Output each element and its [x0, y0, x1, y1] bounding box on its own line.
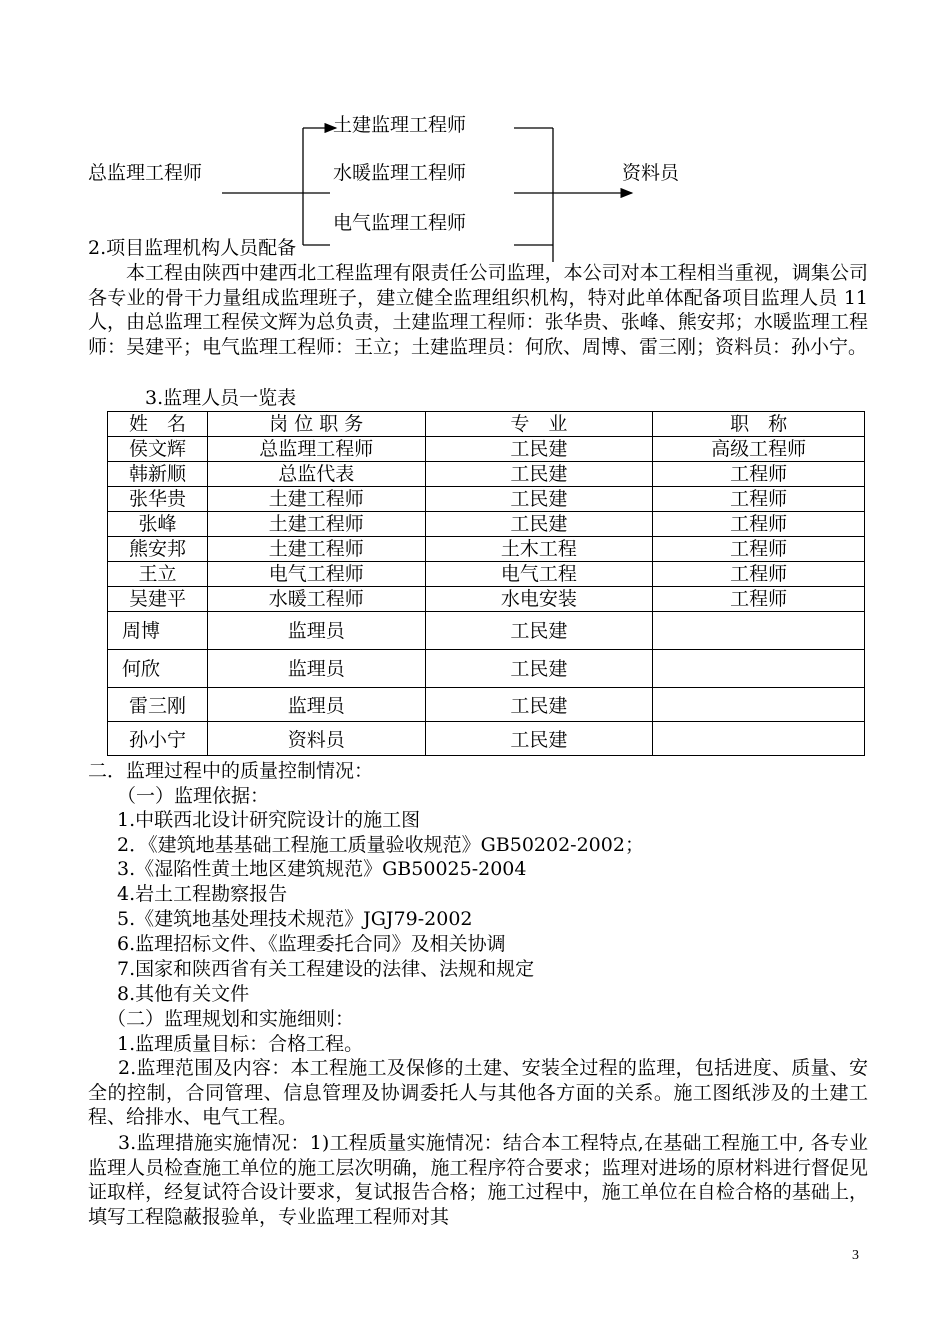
header-cell: 专 业	[425, 412, 653, 437]
staff-table	[107, 411, 865, 756]
org-hvac: 水暖监理工程师	[333, 162, 467, 184]
table-row	[108, 562, 865, 587]
table-row	[108, 612, 865, 650]
specialty-cell: 工民建	[425, 650, 653, 688]
name-cell: 周博	[108, 612, 208, 650]
subsection-heading: （一）监理依据：	[117, 785, 270, 807]
title-cell: 工程师	[653, 537, 865, 562]
name-cell: 侯文辉	[108, 437, 208, 462]
specialty-cell: 工民建	[425, 688, 653, 722]
specialty-cell: 工民建	[425, 437, 653, 462]
table-row	[108, 587, 865, 612]
specialty-cell: 土木工程	[425, 537, 653, 562]
basis-item: 6.监理招标文件、《监理委托合同》及相关协调	[117, 933, 506, 955]
page-number: 3	[852, 1248, 859, 1263]
name-cell: 孙小宁	[108, 722, 208, 756]
org-electrical: 电气监理工程师	[333, 212, 467, 234]
title-cell	[653, 612, 865, 650]
specialty-cell: 工民建	[425, 722, 653, 756]
table-row	[108, 688, 865, 722]
table-row	[108, 512, 865, 537]
org-civil: 土建监理工程师	[333, 114, 467, 136]
basis-item: 3.《湿陷性黄土地区建筑规范》GB50025-2004	[117, 858, 527, 880]
name-cell: 雷三刚	[108, 688, 208, 722]
name-cell: 张华贵	[108, 487, 208, 512]
title-cell: 工程师	[653, 562, 865, 587]
title-cell: 工程师	[653, 512, 865, 537]
plan-item: 2.监理范围及内容：本工程施工及保修的土建、安装全过程的监理，包括进度、质量、安全的控制，合同管理、信息管理及协调委托人与其他各方面的关系。施工图纸涉及的土建工程、给排水、电气工程。	[88, 1057, 868, 1128]
name-cell: 王立	[108, 562, 208, 587]
title-cell: 工程师	[653, 487, 865, 512]
position-cell: 土建工程师	[207, 537, 425, 562]
basis-item: 7.国家和陕西省有关工程建设的法律、法规和规定	[117, 958, 535, 980]
basis-item: 4.岩土工程勘察报告	[117, 883, 288, 905]
specialty-cell: 电气工程	[425, 562, 653, 587]
specialty-cell: 工民建	[425, 487, 653, 512]
header-cell: 姓 名	[108, 412, 208, 437]
org-chief: 总监理工程师	[88, 162, 203, 184]
position-cell: 土建工程师	[207, 487, 425, 512]
name-cell: 张峰	[108, 512, 208, 537]
subsection-heading: （二）监理规划和实施细则：	[107, 1008, 355, 1030]
position-cell: 监理员	[207, 612, 425, 650]
basis-item: 8.其他有关文件	[117, 983, 250, 1005]
staffing-paragraph: 本工程由陕西中建西北工程监理有限责任公司监理，本公司对本工程相当重视，调集公司各专业的骨干力量组成监理班子，建立健全监理组织机构，特对此单体配备项目监理人员 11 人，由总监理工程侯文辉为总负责，土建监理工程师：张华贵、张峰、熊安邦；水暖监理工程师：吴建平；电气监理工程师：王立；土建监理员：何欣、周博、雷三刚；资料员：孙小宁。	[88, 262, 868, 358]
basis-item: 5.《建筑地基处理技术规范》JGJ79-2002	[117, 908, 473, 930]
title-cell	[653, 722, 865, 756]
title-cell: 高级工程师	[653, 437, 865, 462]
plan-item: 3.监理措施实施情况：1)工程质量实施情况：结合本工程特点,在基础工程施工中, 各专业监理人员检查施工单位的施工层次明确，施工程序符合要求；监理对进场的原材料进行督促见证取样，经复试符合设计要求，复试报告合格；施工过程中，施工单位在自检合格的基础上，填写工程隐蔽报验单，专业监理工程师对其	[88, 1132, 868, 1228]
position-cell: 电气工程师	[207, 562, 425, 587]
table-row	[108, 487, 865, 512]
table-row	[108, 722, 865, 756]
position-cell: 资料员	[207, 722, 425, 756]
name-cell: 韩新顺	[108, 462, 208, 487]
position-cell: 总监理工程师	[207, 437, 425, 462]
position-cell: 土建工程师	[207, 512, 425, 537]
org-records: 资料员	[622, 162, 680, 184]
basis-item: 2．《建筑地基基础工程施工质量验收规范》GB50202-2002；	[117, 834, 644, 856]
table-row	[108, 537, 865, 562]
position-cell: 水暖工程师	[207, 587, 425, 612]
specialty-cell: 工民建	[425, 462, 653, 487]
name-cell: 吴建平	[108, 587, 208, 612]
specialty-cell: 水电安装	[425, 587, 653, 612]
title-cell: 工程师	[653, 462, 865, 487]
table-row	[108, 650, 865, 688]
position-cell: 监理员	[207, 688, 425, 722]
plan-item: 1.监理质量目标：合格工程。	[117, 1033, 364, 1055]
specialty-cell: 工民建	[425, 612, 653, 650]
header-cell: 职 称	[653, 412, 865, 437]
header-cell: 岗 位 职 务	[207, 412, 425, 437]
name-cell: 熊安邦	[108, 537, 208, 562]
name-cell: 何欣	[108, 650, 208, 688]
title-cell	[653, 650, 865, 688]
position-cell: 总监代表	[207, 462, 425, 487]
section-heading: 二．监理过程中的质量控制情况：	[88, 760, 374, 782]
specialty-cell: 工民建	[425, 512, 653, 537]
table-row	[108, 462, 865, 487]
title-cell	[653, 688, 865, 722]
section-heading: 2.项目监理机构人员配备	[88, 237, 297, 259]
table-row	[108, 437, 865, 462]
position-cell: 监理员	[207, 650, 425, 688]
table-title: 3.监理人员一览表	[145, 387, 297, 409]
table-header-row	[108, 412, 865, 437]
basis-item: 1.中联西北设计研究院设计的施工图	[117, 809, 421, 831]
title-cell: 工程师	[653, 587, 865, 612]
